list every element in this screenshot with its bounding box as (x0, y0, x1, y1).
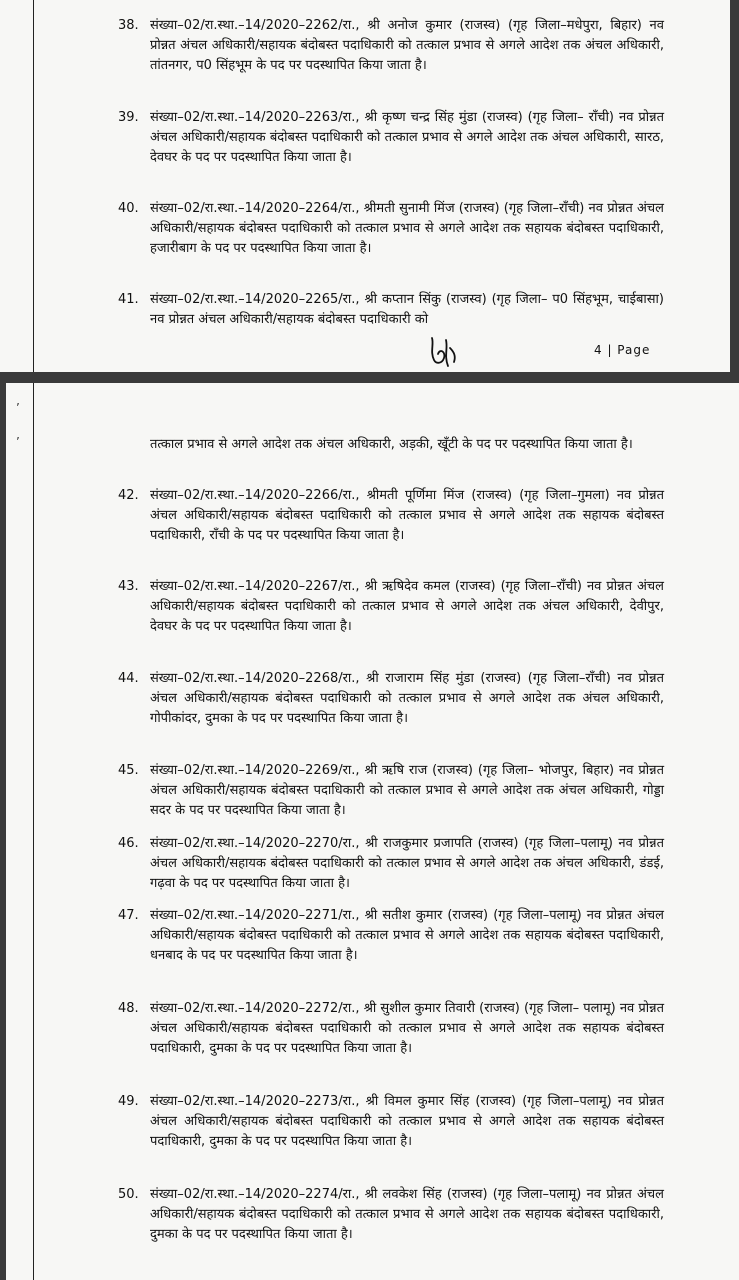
document-page-5 (6, 383, 739, 1280)
document-page-4 (0, 0, 730, 372)
entry-text: संख्या–02/रा.स्था.–14/2020–2269/रा., श्री ऋषि राज (राजस्व) (गृह जिला– भोजपुर, बिहार) नव प्रोन्नत अंचल अधिकारी/सहायक बंदोबस्त पदाधिकारी को तत्काल प्रभाव से अगले आदेश तक अंचल अधिकारी, गोड्डा सदर के पद पर पदस्थापित किया जाता है। (150, 763, 664, 818)
order-entry-50 (118, 1185, 664, 1245)
entry-text: संख्या–02/रा.स्था.–14/2020–2263/रा., श्री कृष्ण चन्द्र सिंह मुंडा (राजस्व) (गृह जिला– राँची) नव प्रोन्नत अंचल अधिकारी/सहायक बंदोबस्त पदाधिकारी को तत्काल प्रभाव से अगले आदेश तक अंचल अधिकारी, सारठ, देवघर के पद पर पदस्थापित किया जाता है। (150, 110, 664, 165)
entry-text: संख्या–02/रा.स्था.–14/2020–2268/रा., श्री राजाराम सिंह मुंडा (राजस्व) (गृह जिला–राँची) नव प्रोन्नत अंचल अधिकारी/सहायक बंदोबस्त पदाधिकारी को तत्काल प्रभाव से अगले आदेश तक अंचल अधिकारी, गोपीकांदर, दुमका के पद पर पदस्थापित किया जाता है। (150, 671, 664, 726)
order-entry-41 (118, 290, 664, 330)
entry-text: संख्या–02/रा.स्था.–14/2020–2271/रा., श्री सतीश कुमार (राजस्व) (गृह जिला–पलामू) नव प्रोन्नत अंचल अधिकारी/सहायक बंदोबस्त पदाधिकारी को तत्काल प्रभाव से अगले आदेश तक सहायक बंदोबस्त पदाधिकारी, धनबाद के पद पर पदस्थापित किया जाता है। (150, 908, 664, 963)
entry-text: संख्या–02/रा.स्था.–14/2020–2270/रा., श्री राजकुमार प्रजापति (राजस्व) (गृह जिला–पलामू) नव प्रोन्नत अंचल अधिकारी/सहायक बंदोबस्त पदाधिकारी को तत्काल प्रभाव से अगले आदेश तक अंचल अधिकारी, डंडई, गढ़वा के पद पर पदस्थापित किया जाता है। (150, 836, 664, 891)
entry-text: संख्या–02/रा.स्था.–14/2020–2266/रा., श्रीमती पूर्णिमा मिंज (राजस्व) (गृह जिला–गुमला) नव प्रोन्नत अंचल अधिकारी/सहायक बंदोबस्त पदाधिकारी को तत्काल प्रभाव से अगले आदेश तक सहायक बंदोबस्त पदाधिकारी, राँची के पद पर पदस्थापित किया जाता है। (150, 488, 664, 543)
entry-text: संख्या–02/रा.स्था.–14/2020–2273/रा., श्री विमल कुमार सिंह (राजस्व) (गृह जिला–पलामू) नव प्रोन्नत अंचल अधिकारी/सहायक बंदोबस्त पदाधिकारी को तत्काल प्रभाव से अगले आदेश तक सहायक बंदोबस्त पदाधिकारी, दुमका के पद पर पदस्थापित किया जाता है। (150, 1094, 664, 1149)
margin-rule (33, 383, 34, 1280)
order-entry-45 (118, 761, 664, 821)
margin-rule (33, 0, 34, 372)
entry-text: संख्या–02/रा.स्था.–14/2020–2267/रा., श्री ऋषिदेव कमल (राजस्व) (गृह जिला–राँची) नव प्रोन्नत अंचल अधिकारी/सहायक बंदोबस्त पदाधिकारी को तत्काल प्रभाव से अगले आदेश तक अंचल अधिकारी, देवीपुर, देवघर के पद पर पदस्थापित किया जाता है। (150, 579, 664, 634)
entry-number: 41. (118, 292, 139, 307)
entry-number: 47. (118, 908, 139, 923)
entry-text: संख्या–02/रा.स्था.–14/2020–2265/रा., श्री कप्तान सिंकु (राजस्व) (गृह जिला– प0 सिंहभूम, चाईबासा) नव प्रोन्नत अंचल अधिकारी/सहायक बंदोबस्त पदाधिकारी को (150, 292, 664, 327)
order-entry-49 (118, 1092, 664, 1152)
entry-number: 43. (118, 579, 139, 594)
entry-number: 48. (118, 1001, 139, 1016)
order-entry-48 (118, 999, 664, 1059)
entry-number: 46. (118, 836, 139, 851)
page-mark: ’ (16, 435, 20, 449)
entry-text: संख्या–02/रा.स्था.–14/2020–2262/रा., श्री अनोज कुमार (राजस्व) (गृह जिला–मधेपुरा, बिहार) नव प्रोन्नत अंचल अधिकारी/सहायक बंदोबस्त पदाधिकारी को तत्काल प्रभाव से अगले आदेश तक अंचल अधिकारी, तांतनगर, प0 सिंहभूम के पद पर पदस्थापित किया जाता है। (150, 18, 664, 73)
entry-text: संख्या–02/रा.स्था.–14/2020–2274/रा., श्री लवकेश सिंह (राजस्व) (गृह जिला–पलामू) नव प्रोन्नत अंचल अधिकारी/सहायक बंदोबस्त पदाधिकारी को तत्काल प्रभाव से अगले आदेश तक सहायक बंदोबस्त पदाधिकारी, दुमका के पद पर पदस्थापित किया जाता है। (150, 1187, 664, 1242)
order-entry-42 (118, 486, 664, 546)
entry-number: 39. (118, 110, 139, 125)
entry-text: संख्या–02/रा.स्था.–14/2020–2264/रा., श्रीमती सुनामी मिंज (राजस्व) (गृह जिला–राँची) नव प्रोन्नत अंचल अधिकारी/सहायक बंदोबस्त पदाधिकारी को तत्काल प्रभाव से अगले आदेश तक सहायक बंदोबस्त पदाधिकारी, हजारीबाग के पद पर पदस्थापित किया जाता है। (150, 201, 664, 256)
entry-number: 49. (118, 1094, 139, 1109)
order-entry-47 (118, 906, 664, 966)
entry-number: 50. (118, 1187, 139, 1202)
entry-number: 45. (118, 763, 139, 778)
order-entry-43 (118, 577, 664, 637)
order-entry-39 (118, 108, 664, 168)
entry-number: 38. (118, 18, 139, 33)
order-entry-44 (118, 669, 664, 729)
entry-number: 40. (118, 201, 139, 216)
entry-text: संख्या–02/रा.स्था.–14/2020–2272/रा., श्री सुशील कुमार तिवारी (राजस्व) (गृह जिला– पलामू) नव प्रोन्नत अंचल अधिकारी/सहायक बंदोबस्त पदाधिकारी को तत्काल प्रभाव से अगले आदेश तक सहायक बंदोबस्त पदाधिकारी, दुमका के पद पर पदस्थापित किया जाता है। (150, 1001, 664, 1056)
page-number: 4 | Page (594, 343, 651, 357)
continuation-text: तत्काल प्रभाव से अगले आदेश तक अंचल अधिकारी, अड़की, खूँटी के पद पर पदस्थापित किया जाता है। (150, 437, 633, 452)
page-mark: ’ (16, 401, 20, 415)
order-entry-38 (118, 16, 664, 76)
entry-number: 42. (118, 488, 139, 503)
entry-number: 44. (118, 671, 139, 686)
order-entry-40 (118, 199, 664, 259)
handwritten-initial-signature (424, 334, 464, 370)
order-entry-46 (118, 834, 664, 894)
